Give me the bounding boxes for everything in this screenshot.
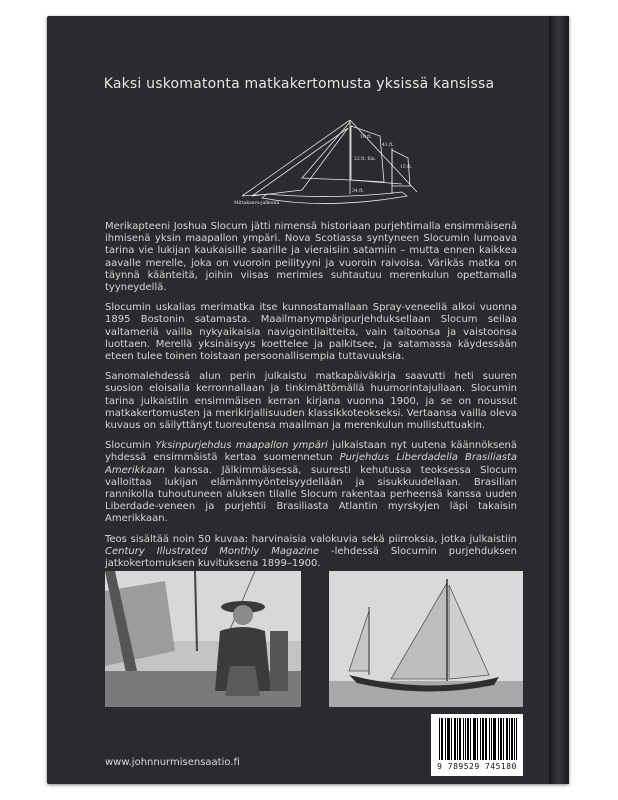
barcode-bar [475,718,476,760]
barcode-bar [516,718,517,760]
isbn-barcode [431,714,523,776]
blurb-paragraph [105,221,517,294]
barcode-bars [439,718,517,760]
barcode-bar [514,718,515,760]
text-run: Merikapteeni Joshua Slocum jätti nimensä historiaan purjehtimalla ensimmäisenä ihmisenä yksin maapallon ympäri. Nova Scotiassa syntyneen Slocumin lumoava tarina vie lukijan kaukaisille saarille ja vieraisiin satamiin – mutta ennen kaikkea aavalle merelle, joka on vuoroin peilityyni ja vuoroin raivoisa. Värikäs matka on täynnä käänteitä, joihin viisas merimies suhtautuu merenkulun opettamalla tyyneydellä. [105,221,517,294]
book-title-italic: Yksinpurjehdus maapallon ympäri [155,440,328,452]
barcode-bar [493,718,494,760]
barcode-bar [477,718,478,760]
barcode-bar [491,718,492,760]
barcode-bar [500,718,501,760]
photo-sailboat-at-sea [329,571,523,707]
barcode-bar [447,718,448,760]
barcode-bar [454,718,455,760]
barcode-bar [473,718,474,760]
book-back-cover [47,16,569,784]
barcode-bar [507,718,508,760]
barcode-bar [511,718,512,760]
barcode-bar [463,718,464,760]
blurb-paragraph [105,440,517,525]
barcode-bar [449,718,450,760]
barcode-bar [442,718,443,760]
text-run: Slocumin uskalias merimatka itse kunnostamallaan Spray-veneellä alkoi vuonna 1895 Bostonin satamasta. Maailmanympäripurjehduksellaan Slocum seilaa valtameriä vailla nykyaikaisia navigointilaitteita, vain taitoonsa ja vaistoonsa luottaen. Merellä yksinäisyys koettelee ja palkitsee, ja satamassa käydessään eteen tulee toinen toistaan persoonallisempia tuttavuuksia. [105,302,517,363]
barcode-bar [455,718,456,760]
drawing-label: 34 ft. [352,189,365,194]
book-title-italic: Century Illustrated Monthly Magazine [105,545,320,557]
text-run: julkaistaan nyt uutena käännöksenä yhdessä ensimmäistä kertaa suomennetun [105,440,517,464]
barcode-bar [495,718,496,760]
barcode-bar [457,718,458,760]
text-run: -lehdessä Slocumin purjehduksen jatkokertomuksen kuvituksena 1899–1900. [105,545,518,570]
blurb-text [105,221,517,578]
barcode-bar [501,718,502,760]
barcode-bar [460,718,461,760]
barcode-bar [485,718,486,760]
drawing-label: 41 ft. [382,143,395,148]
barcode-bar [486,718,487,760]
blurb-paragraph [105,371,517,432]
barcode-bar [465,718,466,760]
barcode-bar [445,718,446,760]
barcode-bar [467,718,468,760]
barcode-bar [439,718,440,760]
barcode-bar [506,718,507,760]
cover-headline: Kaksi uskomatonta matkakertomusta yksissä kansissa [103,76,495,92]
barcode-bar [480,718,481,760]
text-run: Teos sisältää noin 50 kuvaa: harvinaisia valokuvia sekä piirroksia, jotka julkaistiin [105,533,517,545]
barcode-bar [503,718,504,760]
barcode-bar [483,718,484,760]
isbn-number: 9 789529 745180 [437,762,517,771]
barcode-bar [494,718,495,760]
publisher-website[interactable]: www.johnnurmisensaatio.fi [105,757,240,768]
blurb-paragraph [105,302,517,363]
drawing-scale-label: Mittakaava-jalkoina [234,201,280,206]
barcode-bar [498,718,499,760]
barcode-bar [512,718,513,760]
barcode-bar [489,718,490,760]
barcode-bar [459,718,460,760]
blurb-paragraph [105,534,517,571]
photo-captain-on-deck [105,571,301,707]
drawing-label: 19 ft. [360,135,373,140]
drawing-label: 22 ft. 6in. [354,157,377,162]
book-spine [551,16,569,784]
barcode-bar [441,718,442,760]
barcode-bar [482,718,483,760]
barcode-bar [451,718,452,760]
drawing-label: 15 ft. [400,165,413,170]
sailboat-line-drawing [232,108,432,218]
book-title-italic: Purjehdus Liberdadella Brasiliasta Amerikkaan [105,452,517,476]
barcode-bar [474,718,475,760]
barcode-bar [509,718,510,760]
text-run: Slocumin [105,440,156,452]
barcode-bar [448,718,449,760]
text-run: kanssa. Jälkimmäisessä, suuresti kehutussa teoksessa Slocum valloittaa lukijan elämänmyönteisyydellään ja sisukkuudellaan. Brasilian rannikolla tuhoutuneen aluksen tilalle Slocum rakentaa perheensä kanssa uuden Liberdade-veneen ja purjehtii Brasiliasta Atlantin myrskyjen läpi takaisin Amerikkaan. [105,464,517,525]
barcode-bar [468,718,469,760]
barcode-bar [470,718,471,760]
text-run: Sanomalehdessä alun perin julkaistu matkapäiväkirja saavutti heti suuren suosion eloisalla kerronnallaan ja tinkimättömällä huumorintajullaan. Slocumin tarina julkaistiin ensimmäisen kerran kirjana vuonna 1900, ja se on noussut matkakertomusten ja merikirjallisuuden klassikkoteokseksi. Vertaansa vailla oleva kuvaus on säilyttänyt tuoreutensa maailman ja merenkulun mullistuttuakin. [105,371,517,432]
